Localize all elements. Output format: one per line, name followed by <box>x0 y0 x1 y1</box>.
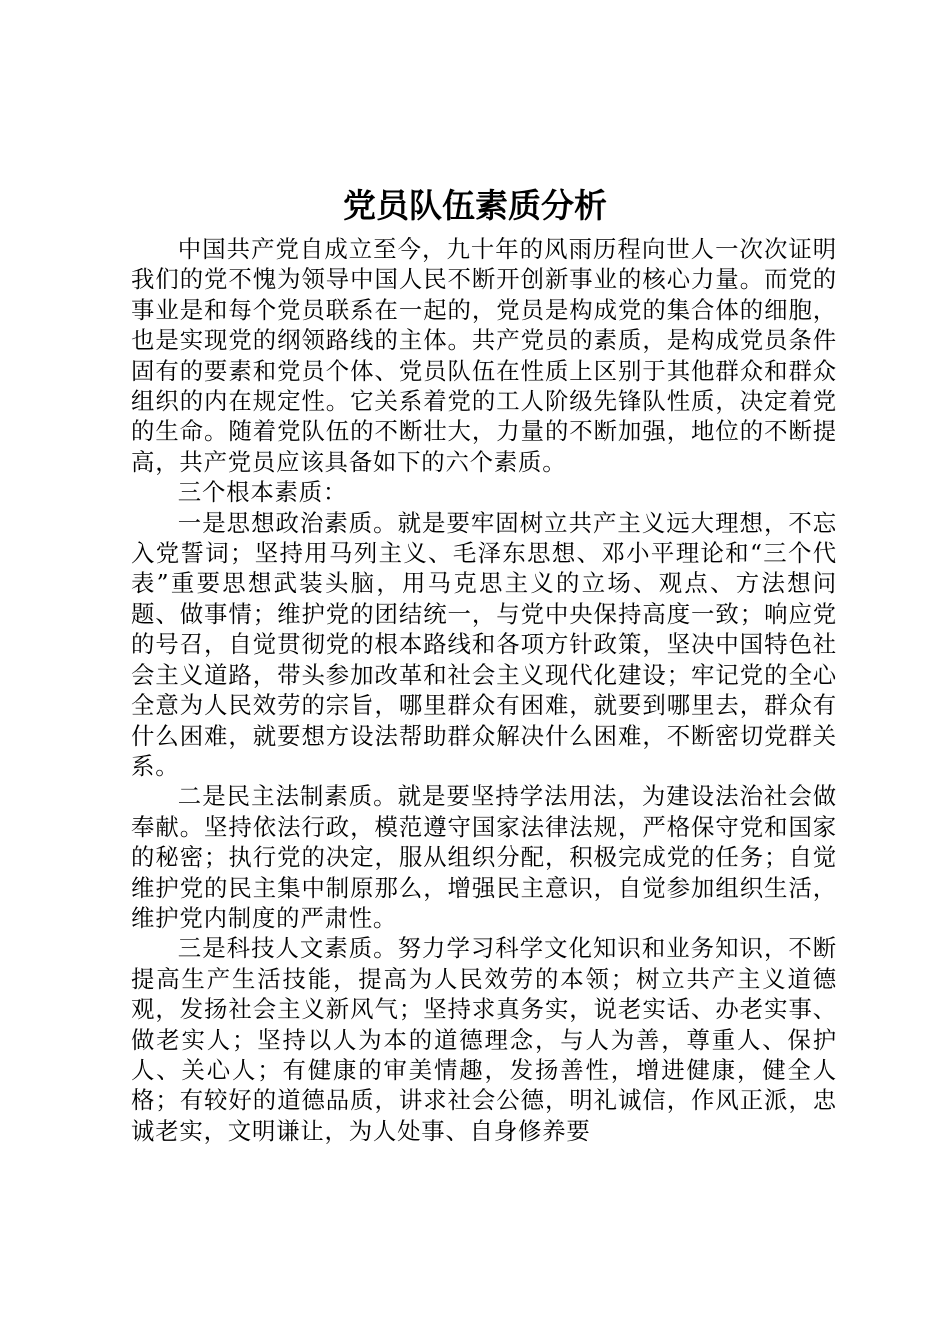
paragraph-political-quality: 一是思想政治素质。就是要牢固树立共产主义远大理想，不忘入党誓词；坚持用马列主义、毛泽东思想、邓小平理论和“三个代表”重要思想武装头脑，用马克思主义的立场、观点、方法想问题、做事情；维护党的团结统一，与党中央保持高度一致；响应党的号召，自觉贯彻党的根本路线和各项方针政策，坚决中国特色社会主义道路，带头参加改革和社会主义现代化建设；牢记党的全心全意为人民效劳的宗旨，哪里群众有困难，就要到哪里去，群众有什么困难，就要想方设法帮助群众解决什么困难，不断密切党群关系。 <box>131 508 837 780</box>
document-body <box>131 234 837 1146</box>
paragraph-science-quality: 三是科技人文素质。努力学习科学文化知识和业务知识，不断提高生产生活技能，提高为人民效劳的本领；树立共产主义道德观，发扬社会主义新风气；坚持求真务实，说老实话、办老实事、做老实人；坚持以人为本的道德理念，与人为善，尊重人、保护人、关心人；有健康的审美情趣，发扬善性，增进健康，健全人格；有较好的道德品质，讲求社会公德，明礼诚信，作风正派，忠诚老实，文明谦让，为人处事、自身修养要 <box>131 934 837 1145</box>
paragraph-section-heading: 三个根本素质： <box>177 478 348 507</box>
paragraph-intro: 中国共产党自成立至今，九十年的风雨历程向世人一次次证明我们的党不愧为领导中国人民不断开创新事业的核心力量。而党的事业是和每个党员联系在一起的，党员是构成党的集合体的细胞，也是实现党的纲领路线的主体。共产党员的素质，是构成党员条件固有的要素和党员个体、党员队伍在性质上区别于其他群众和群众组织的内在规定性。它关系着党的工人阶级先锋队性质，决定着党的生命。随着党队伍的不断壮大，力量的不断加强，地位的不断提高，共产党员应该具备如下的六个素质。 <box>131 235 837 476</box>
document-title: 党员队伍素质分析 <box>343 186 607 225</box>
paragraph-legal-quality: 二是民主法制素质。就是要坚持学法用法，为建设法治社会做奉献。坚持依法行政，模范遵守国家法律法规，严格保守党和国家的秘密；执行党的决定，服从组织分配，积极完成党的任务；自觉维护党的民主集中制原那么，增强民主意识，自觉参加组织生活，维护党内制度的严肃性。 <box>131 782 837 932</box>
